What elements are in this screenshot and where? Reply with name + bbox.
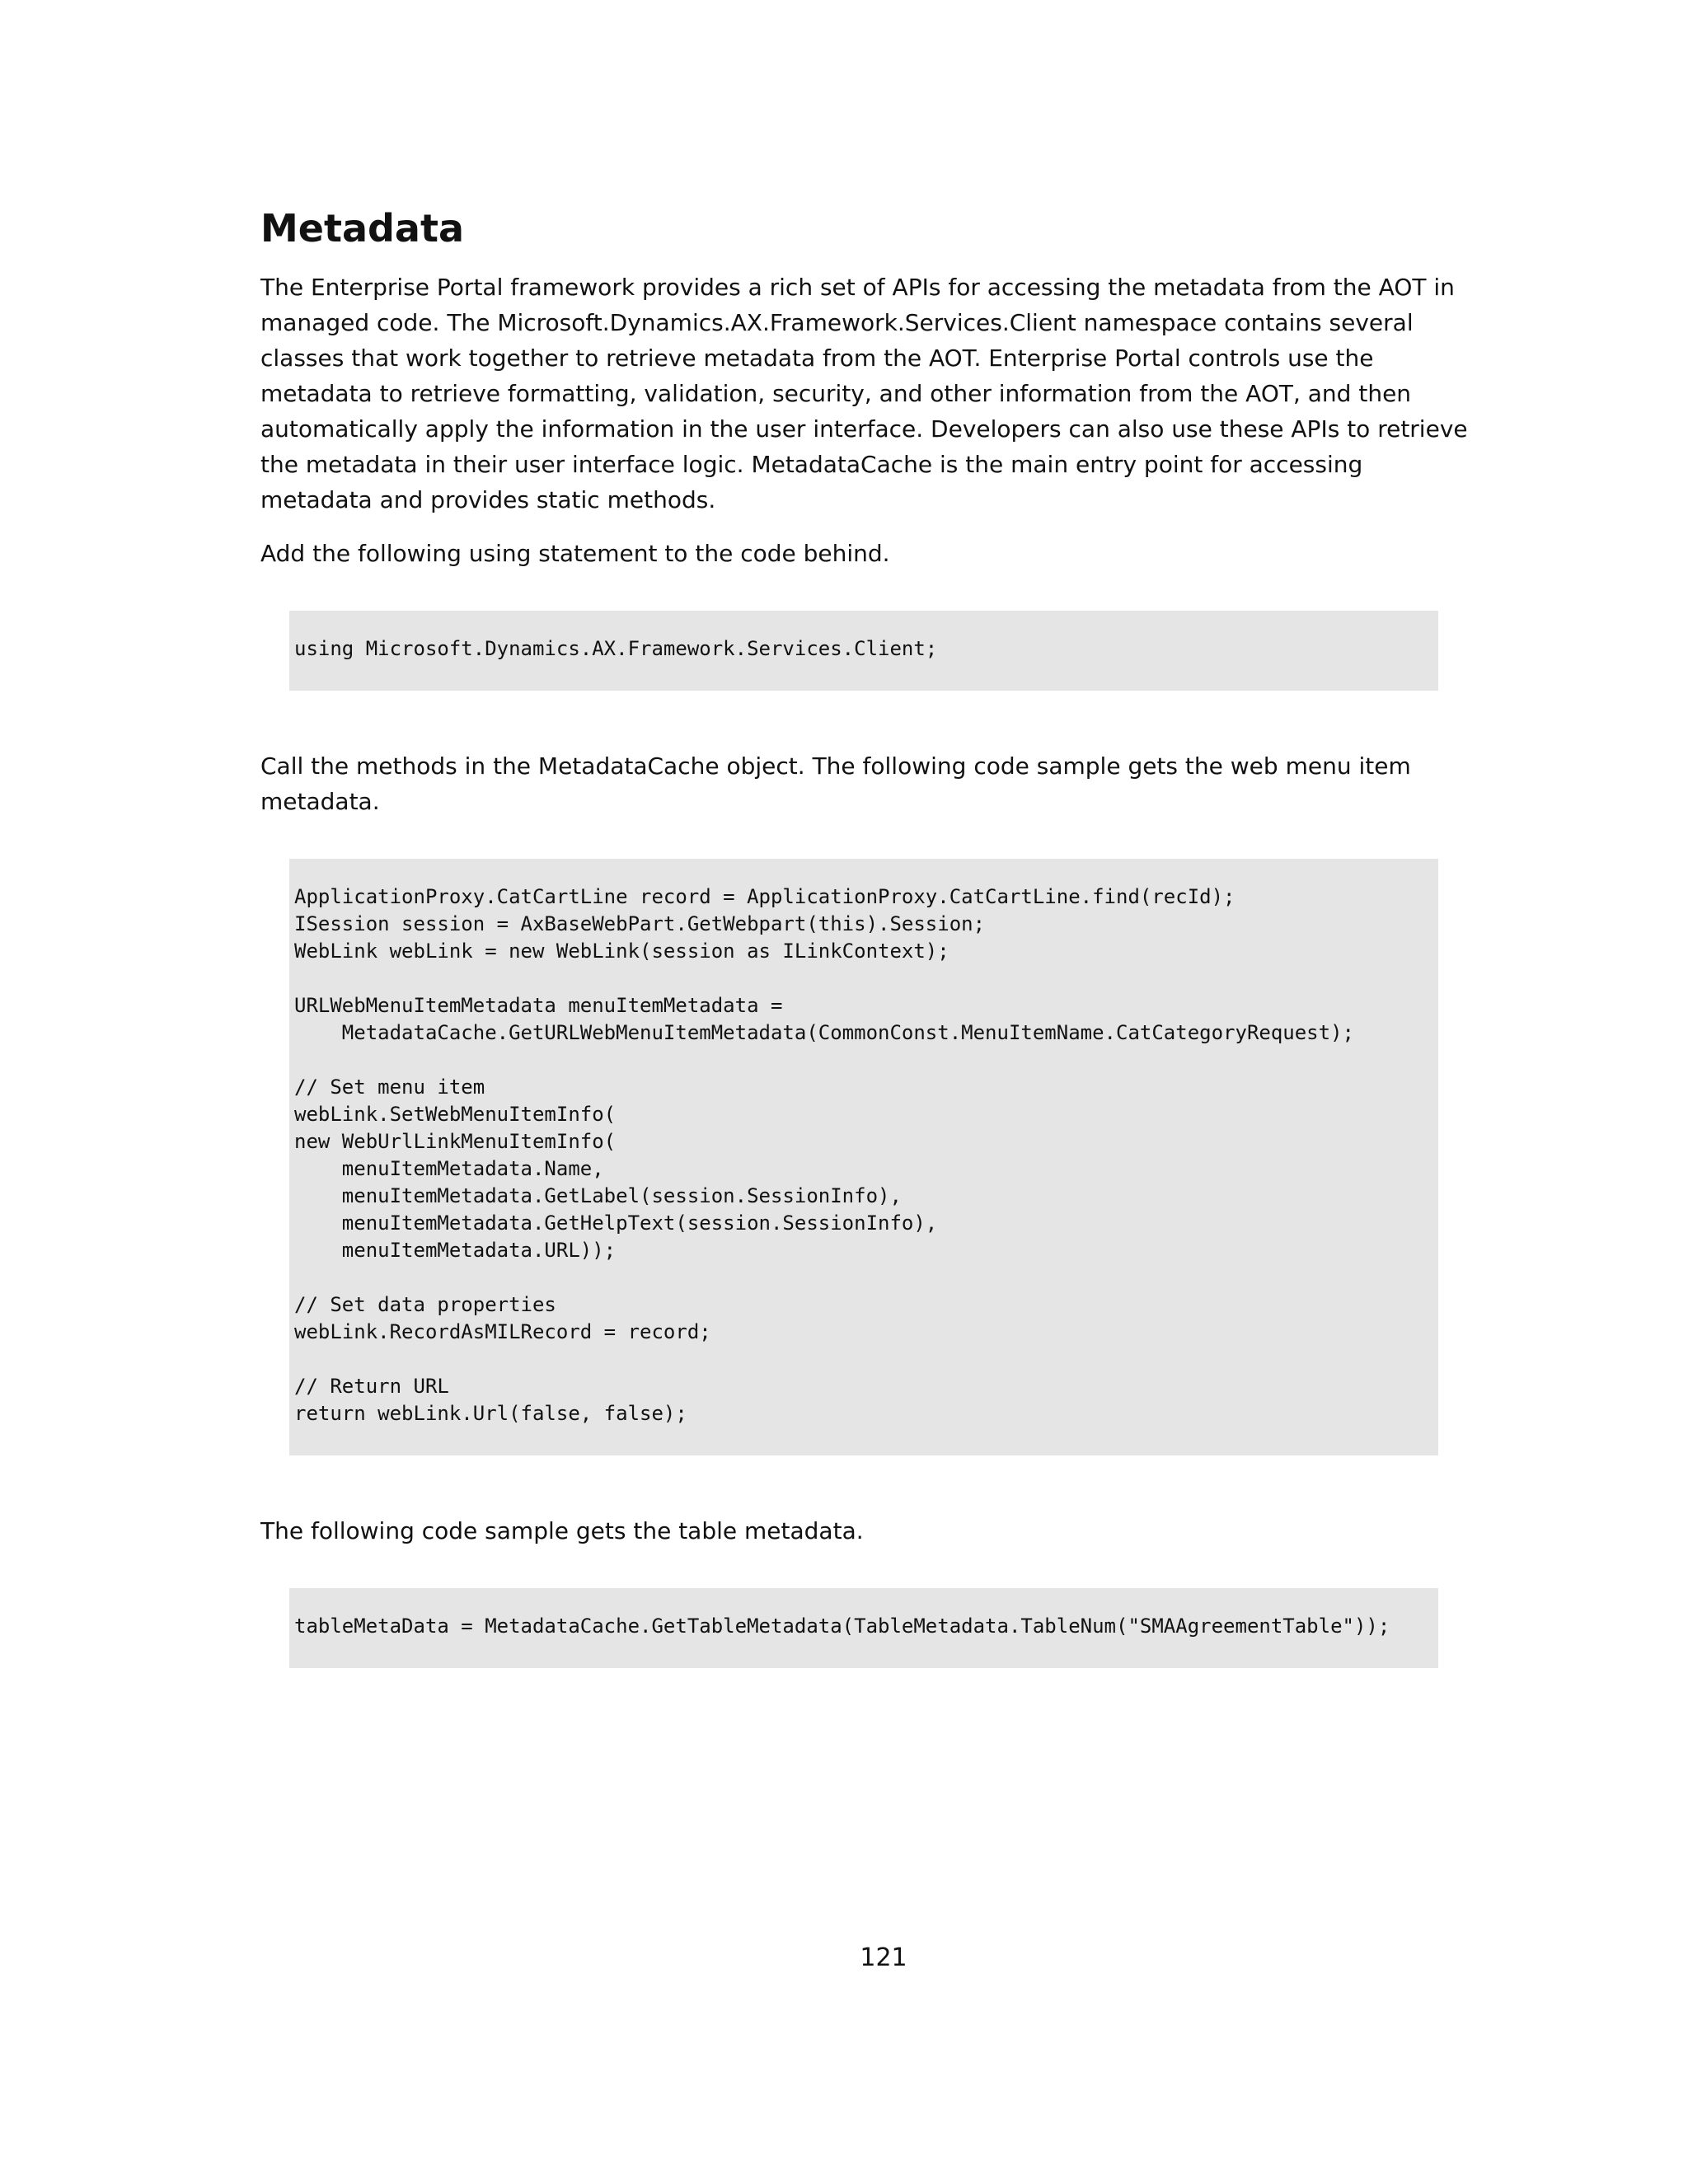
code-line: [294, 1047, 1433, 1074]
intro-paragraph: The Enterprise Portal framework provides a rich set of APIs for accessing the metadata from the AOT in managed code. The Microsoft.Dynamics.AX.Framework.Services.Client namespace contains several classes that work together to retrieve metadata from the AOT. Enterprise Portal controls use the metadata to retrieve formatting, validation, security, and other information from the AOT, and then automatically apply the information in the user interface. Developers can also use these APIs to retrieve the metadata in their user interface logic. MetadataCache is the main entry point for accessing metadata and provides static methods.: [260, 274, 1468, 514]
code-line: using Microsoft.Dynamics.AX.Framework.Services.Client;: [294, 637, 938, 661]
code-block-table-sample: [289, 1588, 1438, 1668]
code-line: return webLink.Url(false, false);: [294, 1402, 687, 1426]
code-line: [294, 1264, 1433, 1291]
code-line: menuItemMetadata.Name,: [294, 1157, 604, 1181]
menu-item-sample-lead: Call the methods in the MetadataCache object. The following code sample gets the web menu item metadata.: [260, 752, 1411, 816]
code-line: [294, 965, 1433, 992]
code-line: WebLink webLink = new WebLink(session as ILinkContext);: [294, 940, 950, 963]
code-line: // Set menu item: [294, 1076, 485, 1099]
code-line: ISession session = AxBaseWebPart.GetWebpart(this).Session;: [294, 912, 986, 936]
code-line: URLWebMenuItemMetadata menuItemMetadata =: [294, 994, 783, 1018]
section-heading: Metadata: [260, 206, 465, 251]
table-sample-lead: The following code sample gets the table metadata.: [260, 1517, 864, 1545]
code-block-using-statement: [289, 611, 1438, 691]
code-line: menuItemMetadata.GetHelpText(session.SessionInfo),: [294, 1212, 938, 1235]
code-line: // Return URL: [294, 1375, 449, 1399]
code-line: menuItemMetadata.URL));: [294, 1239, 617, 1263]
code-line: tableMetaData = MetadataCache.GetTableMetadata(TableMetadata.TableNum("SMAAgreementTable"));: [294, 1615, 1390, 1638]
code-line: menuItemMetadata.GetLabel(session.SessionInfo),: [294, 1184, 902, 1208]
code-line: webLink.SetWebMenuItemInfo(: [294, 1103, 617, 1127]
using-statement-lead: Add the following using statement to the code behind.: [260, 540, 890, 568]
code-line: // Set data properties: [294, 1293, 556, 1317]
code-line: new WebUrlLinkMenuItemInfo(: [294, 1130, 617, 1154]
code-line: [294, 1346, 1433, 1373]
page-number: 121: [860, 1943, 907, 1972]
code-line: webLink.RecordAsMILRecord = record;: [294, 1320, 711, 1344]
code-line: MetadataCache.GetURLWebMenuItemMetadata(CommonConst.MenuItemName.CatCategoryRequest);: [294, 1021, 1354, 1045]
code-block-menu-item-sample: [289, 859, 1438, 1455]
page-content: [260, 206, 1472, 1726]
code-line: ApplicationProxy.CatCartLine record = ApplicationProxy.CatCartLine.find(recId);: [294, 885, 1236, 909]
